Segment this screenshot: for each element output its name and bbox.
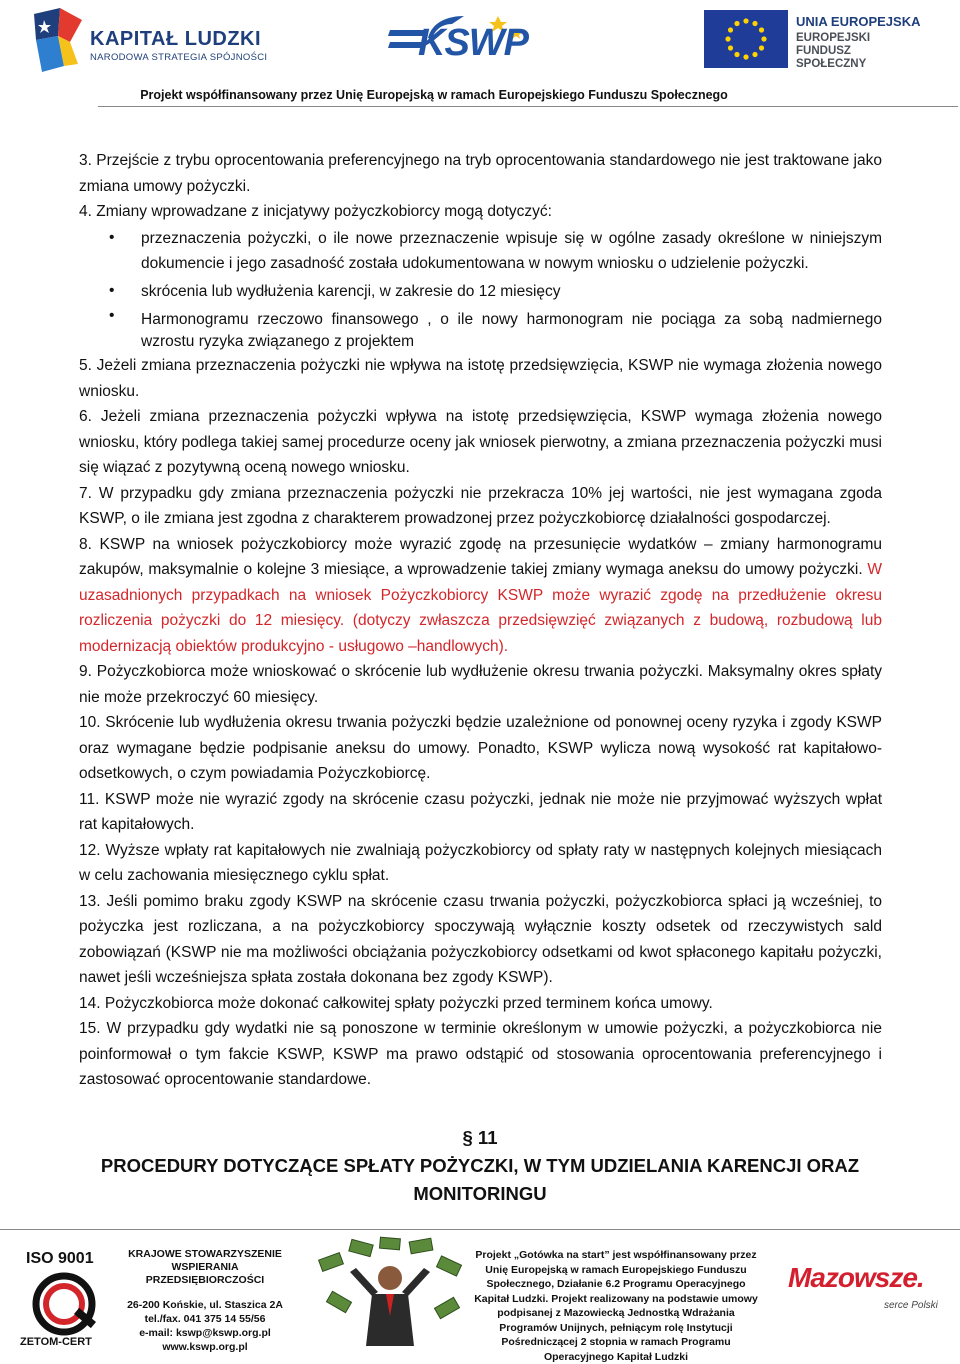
kl-subtitle: NARODOWA STRATEGIA SPÓJNOŚCI <box>90 52 267 63</box>
kapital-ludzki-logo-icon <box>30 6 86 74</box>
bullet-icon: • <box>109 225 114 251</box>
money-man-icon <box>310 1236 470 1358</box>
bullet-icon: • <box>109 278 114 304</box>
paragraph-8-text: 8. KSWP na wniosek pożyczkobiorcy może wyrazić zgodę na przesunięcie wydatków – zmiany harmonogramu zakupów, maksymalnie o kolejne 3 miesiące, a wprowadzenie takiej zmiany wymaga aneksu do umowy pożyczki. <box>79 536 882 579</box>
kl-title: KAPITAŁ LUDZKI <box>90 28 261 51</box>
kapital-ludzki-logo <box>30 6 270 74</box>
money-illustration <box>310 1236 470 1358</box>
footer-project-info <box>474 1248 758 1364</box>
eu-flag-icon <box>704 10 788 68</box>
paragraph-8 <box>79 532 882 660</box>
paragraph-6: 6. Jeżeli zmiana przeznaczenia pożyczki wpływa na istotę przedsięwzięcia, KSWP wymaga złożenia nowego wniosku, który podlega takiej samej procedurze oceny jak wniosek pierwotny, a zmiana przeznaczenia pożyczki musi się wiązać z pozytywną oceną nowego wniosku. <box>79 404 882 481</box>
mazowsze-tagline: serce Polski <box>884 1300 938 1311</box>
paragraph-13: 13. Jeśli pomimo braku zgody KSWP na skrócenie czasu trwania pożyczki, pożyczkobiorca spłaci ją wcześniej, to pożyczka jest rozliczana, a na pożyczkobiorcy spoczywają wyłącznie koszty odsetek od rzeczywistych sald zobowiązań (KSWP nie ma możliwości obciążania pożyczkobiorcy odsetkami od kwot spłaconego kapitału pożyczki, nawet jeśli wcześniejsza spłata została dokonana bez zgody KSWP). <box>79 889 882 991</box>
paragraph-11: 11. KSWP może nie wyrazić zgody na skrócenie czasu pożyczki, jednak nie może nie przyjmować wyższych wpłat rat kapitałowych. <box>79 787 882 838</box>
section-title: PROCEDURY DOTYCZĄCE SPŁATY POŻYCZKI, W TYM UDZIELANIA KARENCJI ORAZ MONITORINGU <box>100 1152 860 1208</box>
paragraph-10: 10. Skrócenie lub wydłużenia okresu trwania pożyczki będzie uzależnione od ponownej oceny ryzyka i zgody KSWP oraz wymagane będzie podpisanie aneksu do umowy. Ponadto, KSWP wylicza nową wysokość rat kapitałowo-odsetkowych, o czym powiadamia Pożyczkobiorcę. <box>79 710 882 787</box>
kswp-wordmark: KSWP <box>418 22 528 65</box>
eu-fund-name: EUROPEJSKI FUNDUSZ SPOŁECZNY <box>796 32 921 71</box>
kswp-logo <box>388 8 538 74</box>
email-link[interactable]: e-mail: kswp@kswp.org.pl <box>120 1326 290 1340</box>
bullet-icon: • <box>109 305 114 327</box>
org-line: KRAJOWE STOWARZYSZENIE <box>120 1248 290 1261</box>
project-line: Operacyjnego Kapitał Ludzki <box>474 1350 758 1364</box>
project-line: Programów Unijnych, pełniącym rolę Instytucji <box>474 1321 758 1336</box>
list-item <box>79 225 882 278</box>
org-line: PRZEDSIĘBIORCZOŚCI <box>120 1274 290 1287</box>
paragraph-8-red-text: W uzasadnionych przypadkach na wniosek Pożyczkobiorcy KSWP może wyrazić zgodę na przedłużenie okresu rozliczenia pożyczki do 12 miesięcy. (dotyczy zwłaszcza przedsięwzięć związanych z budową, rozbudową lub modernizacją obiektów produkcyjno - usługowo –handlowych). <box>79 561 882 655</box>
section-number: § 11 <box>100 1124 860 1152</box>
paragraph-15: 15. W przypadku gdy wydatki nie są ponoszone w terminie określonym w umowie pożyczki, a pożyczkobiorca nie poinformował o tym fakcie KSWP, KSWP ma prawo odstąpić od stosowania oprocentowania preferencyjnego i zastosować oprocentowanie standardowe. <box>79 1016 882 1093</box>
eu-title: UNIA EUROPEJSKA <box>796 14 920 29</box>
address-line: 26-200 Końskie, ul. Staszica 2A <box>120 1298 290 1312</box>
paragraph-12: 12. Wyższe wpłaty rat kapitałowych nie zwalniają pożyczkobiorcy od spłaty raty w następnych kolejnych miesiącach w celu zachowania miesięcznego cyklu spłat. <box>79 838 882 889</box>
mazowsze-wordmark: Mazowsze. <box>788 1262 924 1294</box>
project-line: podpisanej z Mazowiecką Jednostką Wdrażania <box>474 1306 758 1321</box>
iso-cert-icon <box>20 1270 108 1340</box>
list-item-text: Harmonogramu rzeczowo finansowego , o ile nowy harmonogram nie pociąga za sobą nadmiernego wzrostu ryzyka związanego z projektem <box>141 311 882 350</box>
page-header <box>0 0 960 108</box>
paragraph-9: 9. Pożyczkobiorca może wnioskować o skrócenie lub wydłużenie okresu trwania pożyczki. Maksymalny okres spłaty nie może przekroczyć 60 miesięcy. <box>79 659 882 710</box>
document-body <box>79 148 882 1093</box>
project-line: Projekt „Gotówka na start” jest współfinansowany przez <box>474 1248 758 1263</box>
section-heading <box>100 1124 860 1208</box>
website-link[interactable]: www.kswp.org.pl <box>120 1340 290 1354</box>
list-item <box>79 305 882 353</box>
footer-divider <box>0 1229 960 1230</box>
paragraph-4: 4. Zmiany wprowadzane z inicjatywy pożyczkobiorcy mogą dotyczyć: <box>79 199 882 225</box>
iso-label: ISO 9001 <box>26 1250 94 1268</box>
iso-logo <box>20 1244 108 1354</box>
footer-address <box>120 1298 290 1354</box>
header-divider <box>98 106 958 107</box>
mazowsze-logo <box>788 1262 938 1332</box>
change-list <box>79 225 882 354</box>
paragraph-7: 7. W przypadku gdy zmiana przeznaczenia pożyczki nie przekracza 10% jej wartości, nie jest wymagana zgoda KSWP, o ile zmiana jest zgodna z charakterem prowadzonej przez pożyczkobiorcę działalności gospodarczej. <box>79 481 882 532</box>
project-line: Unię Europejską w ramach Europejskiego Funduszu <box>474 1263 758 1278</box>
phone-line: tel./fax. 041 375 14 55/56 <box>120 1312 290 1326</box>
list-item <box>79 278 882 306</box>
project-line: Pośredniczącej 2 stopnia w ramach Programu <box>474 1335 758 1350</box>
iso-cert-label: ZETOM-CERT <box>20 1336 92 1348</box>
paragraph-3: 3. Przejście z trybu oprocentowania preferencyjnego na tryb oprocentowania standardowego nie jest traktowane jako zmiana umowy pożyczki. <box>79 148 882 199</box>
list-item-text: skrócenia lub wydłużenia karencji, w zakresie do 12 miesięcy <box>141 283 561 300</box>
eu-logo <box>704 10 924 70</box>
list-item-text: przeznaczenia pożyczki, o ile nowe przeznaczenie wpisuje się w ogólne zasady określone w niniejszym dokumencie i jego zasadność została udokumentowana w nowym wniosku o udzielenie pożyczki. <box>141 230 882 273</box>
paragraph-14: 14. Pożyczkobiorca może dokonać całkowitej spłaty pożyczki przed terminem końca umowy. <box>79 991 882 1017</box>
paragraph-5: 5. Jeżeli zmiana przeznaczenia pożyczki nie wpływa na istotę przedsięwzięcia, KSWP nie wymaga złożenia nowego wniosku. <box>79 353 882 404</box>
footer-organization <box>120 1248 290 1287</box>
project-line: Społecznego, Działanie 6.2 Programu Operacyjnego <box>474 1277 758 1292</box>
cofinance-line: Projekt współfinansowany przez Unię Europejską w ramach Europejskiego Funduszu Społecznego <box>110 88 758 102</box>
project-line: Kapitał Ludzki. Projekt realizowany na podstawie umowy <box>474 1292 758 1307</box>
org-line: WSPIERANIA <box>120 1261 290 1274</box>
